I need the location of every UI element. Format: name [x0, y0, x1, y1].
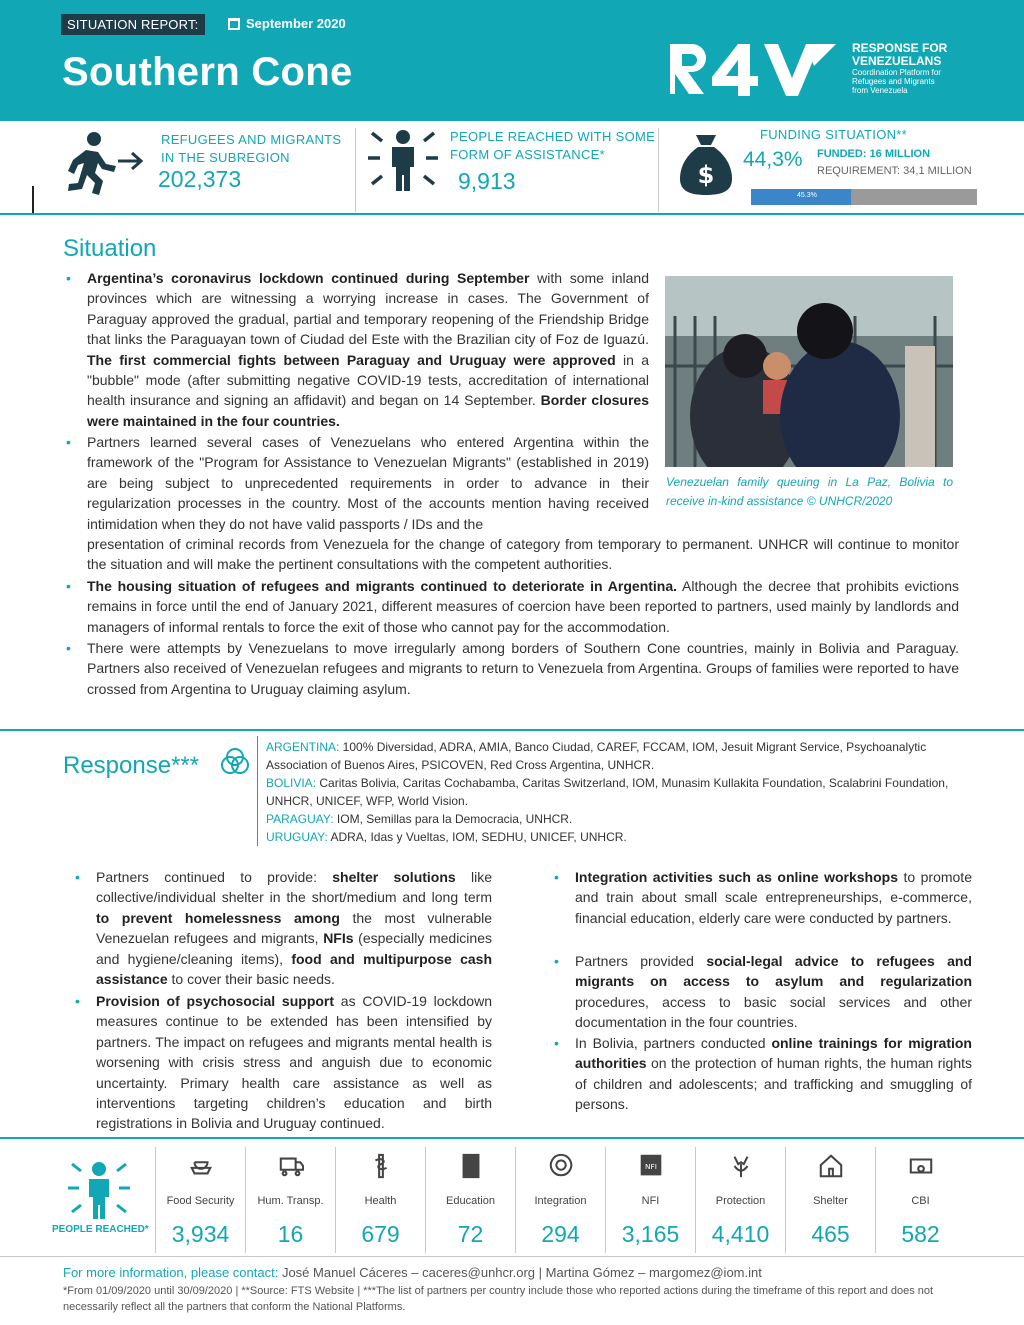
partners-text: ADRA, Idas y Vueltas, IOM, SEDHU, UNICEF, UNHCR.	[327, 830, 627, 844]
situation-bullet-2	[66, 432, 649, 534]
shelter-icon	[818, 1153, 844, 1179]
partners-text: Caritas Bolivia, Caritas Cochabamba, Caritas Switzerland, IOM, Munasim Kullakita Foundation, Scalabrini Foundation, UNHCR, UNICEF, WFP, World Vision.	[266, 776, 949, 808]
sector-shelter	[785, 1147, 875, 1253]
response-heading: Response***	[63, 752, 200, 779]
funding-progress-fill	[751, 189, 851, 205]
r2-t1: Partners provided	[575, 953, 707, 969]
situation-report-badge: SITUATION REPORT:	[61, 14, 205, 35]
contact-line	[63, 1265, 762, 1280]
sector-value: 3,165	[621, 1221, 680, 1247]
sectors-bottom-rule	[0, 1256, 1024, 1257]
sector-label: Food Security	[166, 1195, 235, 1207]
health-icon	[368, 1153, 394, 1179]
situation-bullet-3	[66, 576, 959, 637]
l2-b1: Provision of psychosocial support	[96, 993, 335, 1009]
refugees-label-1: REFUGEES AND MIGRANTS	[161, 132, 342, 147]
partners-text: IOM, Semillas para la Democracia, UNHCR.	[333, 812, 573, 826]
partner-list	[266, 738, 956, 846]
contact-label: For more information, please contact:	[63, 1265, 279, 1280]
l1-b2: to prevent homelessness among	[96, 909, 340, 926]
sector-integration	[515, 1147, 605, 1253]
nfi-icon	[638, 1153, 664, 1179]
b1-bold3: Border closures were maintained in the four countries.	[87, 392, 649, 429]
b3-text: Although the decree that prohibits evictions remains in force until the end of January 2021, different measures of coercion have been reported to partners, used mainly by landlords and managers of informal rentals to force the exit of those who cannot pay for the accommodation.	[87, 578, 959, 635]
sector-cbi	[875, 1147, 965, 1253]
sector-label: Shelter	[813, 1195, 848, 1207]
stat-divider	[355, 128, 356, 212]
partners-argentina	[266, 738, 956, 774]
bullet-dot: •	[554, 953, 559, 969]
bullet-dot: •	[75, 869, 80, 885]
sector-value: 16	[277, 1221, 304, 1247]
b4-text: There were attempts by Venezuelans to move irregularly among borders of Southern Cone countries, mainly in Bolivia and Paraguay. Partners also received of Venezuelan refugees and migrants to return to Venezuela from Argentina. Groups of families were reported to have crossed from Argentina to Uruguay claiming asylum.	[87, 640, 959, 697]
response-divider	[257, 736, 258, 846]
b3-bold: The housing situation of refugees and migrants continued to deteriorate in Argentina.	[87, 578, 678, 594]
l1-b3: NFIs	[323, 930, 354, 947]
funding-percent: 44,3%	[743, 148, 803, 171]
report-date-text: September 2020	[246, 16, 346, 31]
bullet-dot: •	[75, 993, 80, 1009]
response-bullet-5	[554, 1033, 972, 1115]
l1-b1: shelter solutions	[332, 869, 456, 885]
bullet-dot: •	[554, 1035, 559, 1051]
family-photo-image	[665, 276, 953, 467]
logo-line1: RESPONSE FOR	[852, 40, 948, 55]
people-reached-label: PEOPLE REACHED*	[52, 1224, 149, 1235]
sector-label: Health	[364, 1195, 397, 1207]
page-title: Southern Cone	[62, 50, 353, 94]
reached-value: 9,913	[458, 168, 516, 194]
money-bag-icon	[680, 133, 732, 197]
logo-sub1: Coordination Platform for	[852, 67, 941, 77]
response-bullet-4	[554, 951, 972, 1033]
stat-divider	[658, 128, 659, 212]
sector-label: Education	[446, 1195, 495, 1207]
logo-text	[852, 42, 947, 95]
situation-heading: Situation	[63, 235, 157, 262]
partners-text: 100% Diversidad, ADRA, AMIA, Banco Ciudad, CAREF, FCCAM, IOM, Jesuit Migrant Service, Psychoanalytic Association of Buenos Aires, PSICOVEN, Red Cross Argentina, UNHCR.	[266, 740, 927, 772]
sector-label: CBI	[911, 1195, 930, 1207]
protection-icon	[728, 1153, 754, 1179]
r3-b1: online trainings for migration authorities	[575, 1035, 972, 1072]
sector-label: Integration	[534, 1195, 587, 1207]
bullet-dot: •	[554, 869, 559, 885]
partners-uruguay	[266, 828, 956, 846]
bullet-dot: •	[66, 270, 71, 286]
logo-sub2: Refugees and Migrants	[852, 76, 935, 86]
family-photo	[665, 276, 953, 467]
country-label: URUGUAY:	[266, 830, 328, 844]
r4v-logo-mark-icon	[668, 40, 838, 96]
svg-text:$: $	[697, 161, 715, 189]
sector-value: 4,410	[711, 1221, 770, 1247]
partners-rings-icon	[219, 746, 251, 778]
logo-line2: VENEZUELANS	[852, 53, 942, 68]
b1-bold2: The first commercial fights between Paraguay and Uruguay were approved	[87, 351, 616, 368]
b2-text: Partners learned several cases of Venezuelans who entered Argentina within the framework of the "Program for Assistance to Venezuelan Migrants" (established in 2019) are being subject to unprecedented requirements in order to advance in their regularization processes in the country. Most of the accounts mention having received intimidation when they do not have valid passports / IDs and the	[87, 434, 649, 532]
l1-t3: the most vulnerable Venezuelan refugees and migrants,	[96, 909, 492, 947]
sector-hum-transp	[245, 1147, 335, 1253]
bullet-dot: •	[66, 640, 71, 656]
response-bullet-3	[554, 867, 972, 928]
stats-bottom-rule	[0, 213, 1024, 215]
sector-label: NFI	[641, 1195, 660, 1207]
response-bullet-1	[75, 867, 492, 989]
r3-t1: In Bolivia, partners conducted	[575, 1035, 772, 1051]
photo-caption: Venezuelan family queuing in La Paz, Bolivia to receive in-kind assistance © UNHCR/2020	[666, 475, 953, 508]
l1-t4: (especially medicines and hygiene/cleaning items),	[96, 930, 492, 967]
r1-b1: Integration activities such as online workshops	[575, 869, 898, 885]
footnote: *From 01/09/2020 until 30/09/2020 | **Source: FTS Website | ***The list of partners per country include those who reported actions during the timeframe of this report and does not necessarily reflect all the partners that conform the National Platforms.	[63, 1285, 934, 1313]
sector-value: 679	[361, 1221, 400, 1247]
sector-nfi	[605, 1147, 695, 1253]
sector-value: 72	[457, 1221, 484, 1247]
r3-t2: on the protection of human rights, the human rights of children and adolescents; and trafficking and smuggling of persons.	[575, 1055, 972, 1113]
education-icon	[458, 1153, 484, 1179]
requirement-amount: REQUIREMENT: 34,1 MILLION	[817, 165, 972, 177]
r2-b1: social-legal advice to refugees and migrants on access to asylum and regularization	[575, 953, 972, 990]
funding-progress-bar	[751, 189, 977, 205]
header-banner	[0, 0, 1024, 121]
sector-label: Hum. Transp.	[257, 1195, 324, 1207]
food-icon	[188, 1153, 214, 1179]
r1-t1: to promote and train about small scale entrepreneurships, e-commerce, financial education, elderly care were conducted by partners.	[575, 869, 972, 926]
bullet-dot: •	[66, 578, 71, 594]
funding-bar-text: 45.3%	[797, 192, 817, 199]
logo-sub3: from Venezuela	[852, 85, 908, 95]
calendar-icon	[228, 18, 240, 30]
sector-value: 294	[541, 1221, 580, 1247]
country-label: BOLIVIA:	[266, 776, 317, 790]
l2-t1: as COVID-19 lockdown measures continue to be extended has been intensified by partners. The impact on refugees and migrants mental health is worsening with crisis stress and anguish due to economic uncertainty. Primary health care assistance as well as interventions targeting children’s education and birth registrations in Bolivia and Uruguay continued.	[96, 993, 492, 1132]
b1-text1: with some inland provinces which are witnessing a worrying increase in cases. The Government of Paraguay approved the gradual, partial and temporary reopening of the Friendship Bridge that links the Paraguayan town of Ciudad del Este with the Brazilian city of Foz de Iguazú.	[87, 270, 649, 348]
report-date	[228, 16, 346, 31]
integration-icon	[548, 1153, 574, 1179]
funded-amount: FUNDED: 16 MILLION	[817, 148, 931, 160]
partners-paraguay	[266, 810, 956, 828]
reached-label-2: FORM OF ASSISTANCE*	[450, 147, 605, 162]
margin-mark	[32, 186, 34, 213]
refugees-value: 202,373	[158, 166, 242, 192]
situation-bullet-4	[66, 638, 959, 699]
partners-bolivia	[266, 774, 956, 810]
r2-t2: procedures, access to basic social services and other documentation in the four countries.	[575, 993, 972, 1031]
sector-label: Protection	[715, 1195, 766, 1207]
contact-text: José Manuel Cáceres – caceres@unhcr.org | Martina Gómez – margomez@iom.int	[278, 1265, 762, 1280]
funding-label: FUNDING SITUATION**	[760, 127, 908, 142]
l1-t1: Partners continued to provide:	[96, 869, 333, 885]
situation-bullet-2-cont: presentation of criminal records from Venezuela for the change of category from temporary to permanent. UNHCR will continue to monitor the situation and will make the pertinent consultations with the competent authorities.	[87, 536, 959, 573]
l1-t5: to cover their basic needs.	[167, 971, 335, 988]
person-moving-icon	[64, 130, 148, 196]
sector-value: 3,934	[171, 1221, 230, 1247]
b1-bold: Argentina’s coronavirus lockdown continued during September	[87, 270, 530, 286]
country-label: ARGENTINA:	[266, 740, 340, 754]
b1-text2: in a "bubble" mode (after submitting negative COVID-19 tests, accreditation of international health insurance and signing an affidavit) and began on 14 September.	[87, 351, 649, 409]
transport-icon	[278, 1153, 304, 1179]
response-top-rule	[0, 729, 1024, 731]
reached-label-1: PEOPLE REACHED WITH SOME	[450, 129, 656, 144]
r4v-logo	[668, 38, 947, 98]
situation-bullet-1	[66, 268, 649, 431]
sector-protection	[695, 1147, 785, 1253]
l1-t2: like collective/individual shelter in the short/medium and long term	[96, 869, 492, 906]
country-label: PARAGUAY:	[266, 812, 334, 826]
svg-text:NFI: NFI	[644, 1161, 657, 1171]
sector-value: 582	[901, 1221, 940, 1247]
sector-education	[425, 1147, 515, 1253]
bullet-dot: •	[66, 434, 71, 450]
sector-value: 465	[811, 1221, 850, 1247]
people-reached-icon	[366, 128, 440, 196]
people-reached-sector-icon	[68, 1160, 130, 1220]
l1-b4: food and multipurpose cash assistance	[96, 950, 492, 988]
sectors-top-rule	[0, 1137, 1024, 1139]
sector-food-security	[155, 1147, 245, 1253]
sector-health	[335, 1147, 425, 1253]
cbi-icon	[908, 1153, 934, 1179]
refugees-label-2: IN THE SUBREGION	[161, 150, 290, 165]
response-bullet-2	[75, 991, 492, 1134]
